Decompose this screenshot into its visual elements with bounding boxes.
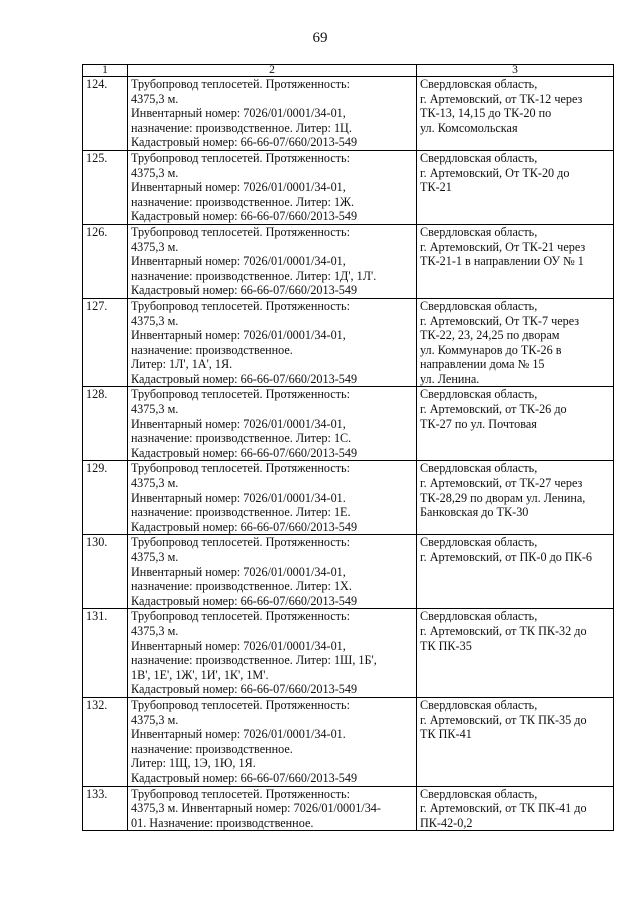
object-description xyxy=(128,298,417,387)
description-line: Инвентарный номер: 7026/01/0001/34-01, xyxy=(131,254,346,269)
description-line: Инвентарный номер: 7026/01/0001/34-01, xyxy=(131,328,346,343)
address-line: г. Артемовский, от ТК-12 через xyxy=(420,91,583,106)
address-line: ТК-22, 23, 24,25 по дворам xyxy=(420,328,560,343)
address-line: г. Артемовский, от ТК-27 через xyxy=(420,476,583,491)
description-line: 4375,3 м. xyxy=(131,402,179,417)
object-address xyxy=(417,609,614,698)
description-line: Инвентарный номер: 7026/01/0001/34-01, xyxy=(131,638,346,653)
row-number: 131. xyxy=(83,609,128,698)
description-line: Трубопровод теплосетей. Протяженность: xyxy=(131,224,350,239)
property-registry-table xyxy=(82,64,614,831)
object-address xyxy=(417,77,614,151)
description-line: 4375,3 м. xyxy=(131,550,179,564)
table-row xyxy=(83,535,614,609)
object-description xyxy=(128,786,417,831)
object-address xyxy=(417,224,614,298)
table-row xyxy=(83,461,614,535)
address-line: Свердловская область, xyxy=(420,609,538,624)
object-address xyxy=(417,387,614,461)
address-line: ул. Комсомольская xyxy=(420,120,518,135)
description-line: Инвентарный номер: 7026/01/0001/34-01. xyxy=(131,727,346,742)
table-row xyxy=(83,298,614,387)
address-line: г. Артемовский, от ТК ПК-35 до xyxy=(420,712,587,727)
description-line: Трубопровод теплосетей. Протяженность: xyxy=(131,535,350,550)
column-header-description: 2 xyxy=(128,65,417,77)
description-line: 4375,3 м. xyxy=(131,91,179,106)
object-address xyxy=(417,535,614,609)
description-line: Кадастровый номер: 66-66-07/660/2013-549 xyxy=(131,770,358,785)
object-description xyxy=(128,535,417,609)
row-number: 124. xyxy=(83,77,128,151)
address-line: ТК-21 xyxy=(420,180,452,195)
address-line: г. Артемовский, от ТК ПК-32 до xyxy=(420,623,587,638)
object-description xyxy=(128,224,417,298)
description-line: 4375,3 м. xyxy=(131,239,179,254)
table-row xyxy=(83,697,614,786)
row-number: 127. xyxy=(83,298,128,387)
table-row xyxy=(83,786,614,831)
address-line: г. Артемовский, От ТК-7 через xyxy=(420,313,580,328)
description-line: Трубопровод теплосетей. Протяженность: xyxy=(131,77,350,91)
description-line: назначение: производственное. Литер: 1Х. xyxy=(131,579,352,594)
object-description xyxy=(128,609,417,698)
description-line: 1В', 1Е', 1Ж', 1И', 1К', 1М'. xyxy=(131,667,269,682)
description-line: 4375,3 м. xyxy=(131,476,179,491)
description-line: Трубопровод теплосетей. Протяженность: xyxy=(131,150,350,165)
address-line: Свердловская область, xyxy=(420,77,538,91)
description-line: 4375,3 м. xyxy=(131,623,179,638)
description-line: Кадастровый номер: 66-66-07/660/2013-549 xyxy=(131,593,358,608)
description-line: Трубопровод теплосетей. Протяженность: xyxy=(131,786,350,801)
object-address xyxy=(417,298,614,387)
address-line: ТК-28,29 по дворам ул. Ленина, xyxy=(420,490,586,505)
description-line: Инвентарный номер: 7026/01/0001/34-01, xyxy=(131,106,346,121)
row-number: 133. xyxy=(83,786,128,831)
object-address xyxy=(417,697,614,786)
object-address xyxy=(417,461,614,535)
address-line: Свердловская область, xyxy=(420,387,538,402)
description-line: Кадастровый номер: 66-66-07/660/2013-549 xyxy=(131,135,358,150)
description-line: Кадастровый номер: 66-66-07/660/2013-549 xyxy=(131,209,358,224)
object-description xyxy=(128,387,417,461)
row-number: 132. xyxy=(83,697,128,786)
row-number: 126. xyxy=(83,224,128,298)
address-line: Банковская до ТК-30 xyxy=(420,505,529,520)
description-line: Литер: 1Щ, 1Э, 1Ю, 1Я. xyxy=(131,756,256,771)
address-line: Свердловская область, xyxy=(420,535,538,550)
description-line: назначение: производственное. Литер: 1Ш, 1Б', xyxy=(131,653,377,668)
address-line: Свердловская область, xyxy=(420,461,538,476)
address-line: Свердловская область, xyxy=(420,786,538,801)
row-number: 125. xyxy=(83,150,128,224)
object-address xyxy=(417,150,614,224)
description-line: Инвентарный номер: 7026/01/0001/34-01. xyxy=(131,490,346,505)
description-line: Трубопровод теплосетей. Протяженность: xyxy=(131,387,350,402)
address-line: г. Артемовский, От ТК-20 до xyxy=(420,165,570,180)
table-row xyxy=(83,77,614,151)
address-line: г. Артемовский, От ТК-21 через xyxy=(420,239,586,254)
table-row xyxy=(83,224,614,298)
description-line: назначение: производственное. Литер: 1Д', 1Л'. xyxy=(131,268,377,283)
object-description xyxy=(128,77,417,151)
object-description xyxy=(128,150,417,224)
page-number: 69 xyxy=(312,30,328,46)
address-line: ТК-13, 14,15 до ТК-20 по xyxy=(420,106,552,121)
table-row xyxy=(83,150,614,224)
description-line: Трубопровод теплосетей. Протяженность: xyxy=(131,609,350,624)
description-line: назначение: производственное. xyxy=(131,741,293,756)
object-description xyxy=(128,461,417,535)
description-line: 4375,3 м. Инвентарный номер: 7026/01/0001/34- xyxy=(131,801,381,816)
description-line: 4375,3 м. xyxy=(131,313,179,328)
description-line: Кадастровый номер: 66-66-07/660/2013-549 xyxy=(131,283,358,298)
object-address xyxy=(417,786,614,831)
row-number: 129. xyxy=(83,461,128,535)
address-line: г. Артемовский, от ТК-26 до xyxy=(420,402,567,417)
address-line: ул. Ленина. xyxy=(420,371,480,386)
description-line: Инвентарный номер: 7026/01/0001/34-01, xyxy=(131,416,346,431)
description-line: Литер: 1Л', 1А', 1Я. xyxy=(131,357,233,372)
description-line: Кадастровый номер: 66-66-07/660/2013-549 xyxy=(131,445,358,460)
column-header-number: 1 xyxy=(83,65,128,77)
address-line: ТК ПК-41 xyxy=(420,727,472,742)
description-line: Трубопровод теплосетей. Протяженность: xyxy=(131,298,350,313)
column-header-address: 3 xyxy=(417,65,614,77)
address-line: Свердловская область, xyxy=(420,697,538,712)
description-line: Трубопровод теплосетей. Протяженность: xyxy=(131,697,350,712)
table-row xyxy=(83,387,614,461)
description-line: назначение: производственное. Литер: 1Е. xyxy=(131,505,351,520)
address-line: ТК-27 по ул. Почтовая xyxy=(420,416,537,431)
description-line: назначение: производственное. Литер: 1Ж. xyxy=(131,194,355,209)
description-line: 4375,3 м. xyxy=(131,712,179,727)
description-line: Кадастровый номер: 66-66-07/660/2013-549 xyxy=(131,371,358,386)
row-number: 128. xyxy=(83,387,128,461)
description-line: 4375,3 м. xyxy=(131,165,179,180)
table-header-row xyxy=(83,65,614,77)
row-number: 130. xyxy=(83,535,128,609)
address-line: ТК-21-1 в направлении ОУ № 1 xyxy=(420,254,584,269)
description-line: Кадастровый номер: 66-66-07/660/2013-549 xyxy=(131,682,358,697)
address-line: ТК ПК-35 xyxy=(420,638,472,653)
address-line: ПК-42-0,2 xyxy=(420,815,473,830)
address-line: Свердловская область, xyxy=(420,150,538,165)
description-line: 01. Назначение: производственное. xyxy=(131,815,314,830)
description-line: Кадастровый номер: 66-66-07/660/2013-549 xyxy=(131,519,358,534)
description-line: Трубопровод теплосетей. Протяженность: xyxy=(131,461,350,476)
address-line: Свердловская область, xyxy=(420,298,538,313)
description-line: Инвентарный номер: 7026/01/0001/34-01, xyxy=(131,180,346,195)
table-body xyxy=(83,77,614,831)
address-line: направлении дома № 15 xyxy=(420,357,545,372)
address-line: г. Артемовский, от ПК-0 до ПК-6 xyxy=(420,550,593,564)
description-line: назначение: производственное. xyxy=(131,342,293,357)
address-line: ул. Коммунаров до ТК-26 в xyxy=(420,342,562,357)
address-line: Свердловская область, xyxy=(420,224,538,239)
description-line: назначение: производственное. Литер: 1С. xyxy=(131,431,352,446)
address-line: г. Артемовский, от ТК ПК-41 до xyxy=(420,801,587,816)
object-description xyxy=(128,697,417,786)
description-line: назначение: производственное. Литер: 1Ц. xyxy=(131,120,352,135)
table-row xyxy=(83,609,614,698)
description-line: Инвентарный номер: 7026/01/0001/34-01, xyxy=(131,564,346,579)
